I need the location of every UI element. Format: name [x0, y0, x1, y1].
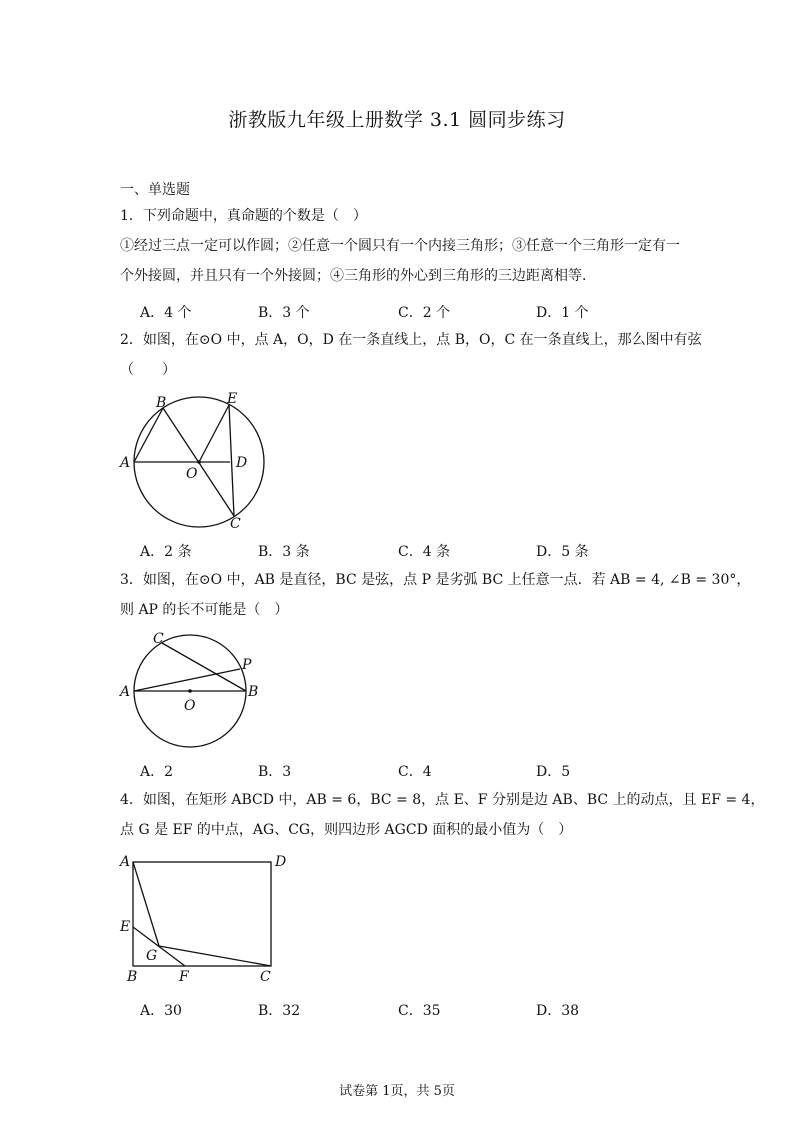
question-3-line2: 则 AP 的长不可能是（ ）	[120, 602, 289, 618]
question-1-option-a[interactable]: A．4 个	[140, 305, 192, 321]
page-footer: 试卷第 1页，共 5页	[339, 1084, 455, 1099]
question-3-option-b[interactable]: B．3	[258, 764, 292, 780]
question-2-stem: 2．如图，在⊙O 中，点 A，O，D 在一条直线上，点 B，O，C 在一条直线上，那么图中有弦	[120, 332, 702, 348]
q2-label-c: C	[230, 516, 241, 532]
question-2-option-d[interactable]: D．5 条	[536, 544, 589, 560]
q3-label-p: P	[242, 657, 252, 673]
question-1-option-c[interactable]: C．2 个	[398, 305, 451, 321]
q4-label-e: E	[120, 919, 131, 935]
q4-label-f: F	[179, 969, 189, 985]
question-4-option-b[interactable]: B．32	[258, 1003, 301, 1019]
question-4-line2: 点 G 是 EF 的中点，AG、CG，则四边形 AGCD 面积的最小值为（ ）	[120, 822, 573, 838]
question-4-option-c[interactable]: C．35	[398, 1003, 441, 1019]
section-heading: 一、单选题	[120, 182, 190, 198]
question-1-stem: 1．下列命题中，真命题的个数是（ ）	[120, 208, 367, 224]
question-4-stem: 4．如图，在矩形 ABCD 中，AB = 6，BC = 8，点 E、F 分别是边 AB、BC 上的动点，且 EF = 4，	[120, 792, 765, 808]
q3-label-b: B	[248, 684, 259, 700]
question-2-option-c[interactable]: C．4 条	[398, 544, 451, 560]
q4-label-d: D	[275, 854, 287, 870]
question-4-option-a[interactable]: A．30	[140, 1003, 182, 1019]
q4-segment-ag	[133, 862, 159, 946]
question-3-option-c[interactable]: C．4	[398, 764, 432, 780]
question-3-stem: 3．如图，在⊙O 中，AB 是直径，BC 是弦，点 P 是劣弧 BC 上任意一点．若 AB = 4, ∠B = 30°，	[120, 572, 751, 588]
q4-label-c: C	[260, 969, 271, 985]
q2-label-o: O	[186, 466, 198, 482]
question-2-paren: （ ）	[120, 362, 176, 378]
q4-label-a: A	[120, 854, 131, 870]
question-2-option-a[interactable]: A．2 条	[140, 544, 192, 560]
question-1-option-b[interactable]: B．3 个	[258, 305, 310, 321]
question-1-option-d[interactable]: D．1 个	[536, 305, 589, 321]
q2-label-a: A	[120, 455, 131, 471]
question-1-statements-line1: ①经过三点一定可以作圆；②任意一个圆只有一个内接三角形；③任意一个三角形一定有一	[120, 238, 680, 254]
page-title: 浙教版九年级上册数学 3.1 圆同步练习	[228, 109, 566, 131]
question-3-option-a[interactable]: A．2	[140, 764, 174, 780]
question-3-option-d[interactable]: D．5	[536, 764, 571, 780]
q2-label-d: D	[236, 455, 248, 471]
question-4-option-d[interactable]: D．38	[536, 1003, 580, 1019]
question-2-option-b[interactable]: B．3 条	[258, 544, 310, 560]
q4-segment-gc	[159, 946, 271, 966]
q4-label-g: G	[146, 948, 158, 964]
q2-label-b: B	[156, 395, 167, 411]
q3-label-a: A	[120, 684, 131, 700]
question-1-statements-line2: 个外接圆，并且只有一个外接圆；④三角形的外心到三角形的三边距离相等.	[120, 268, 587, 284]
q3-label-o: O	[184, 698, 196, 714]
q3-label-c: C	[153, 631, 164, 647]
q2-label-e: E	[227, 391, 238, 407]
q4-label-b: B	[127, 969, 138, 985]
